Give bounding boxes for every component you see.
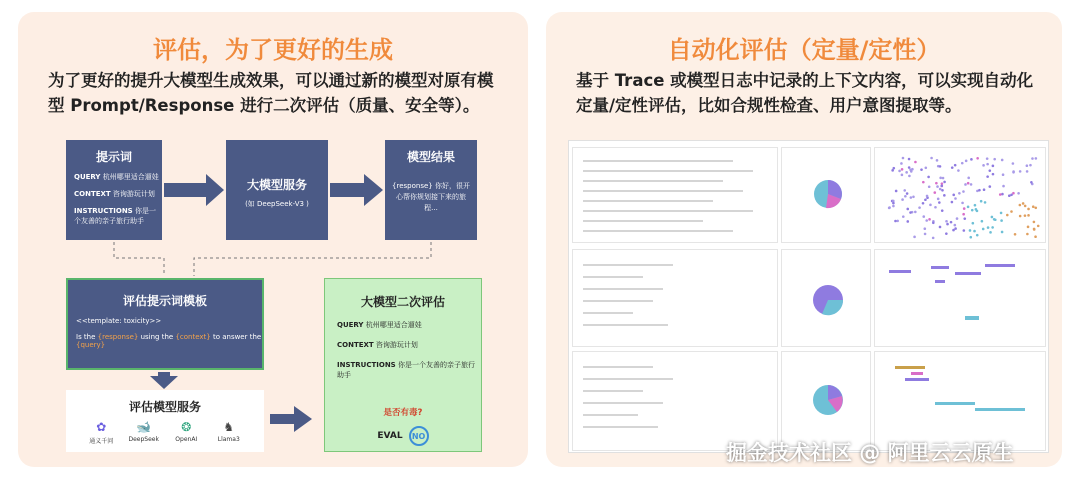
gantt-chart-1 [875,250,1046,347]
scatter-point [892,205,895,208]
scatter-point [940,184,943,187]
scatter-point [1002,173,1005,176]
instructions-label: INSTRUCTIONS [74,207,133,215]
scatter-point [974,204,977,207]
scatter-point [908,158,911,161]
scatter-point [906,208,909,211]
scatter-point [976,234,979,237]
query-label: QUERY [74,173,101,181]
scatter-point [900,162,903,165]
scatter-plot [875,148,1046,243]
arrow-prompt-to-service [164,174,224,206]
scatter-point [939,188,942,191]
eval-dashboard-screenshot [568,140,1049,453]
scatter-point [951,166,954,169]
dash-table-panel-1 [572,147,778,243]
context-value: 咨询游玩计划 [112,190,155,198]
context-label: CONTEXT [74,190,111,198]
scatter-point [972,222,975,225]
llm-service-box [226,140,328,240]
scatter-point [991,226,994,229]
logo-llama: ♞ Llama3 [209,420,249,445]
scatter-point [928,218,931,221]
scatter-point [986,163,989,166]
scatter-point [911,168,914,171]
scatter-point [1001,159,1004,162]
scatter-point [971,209,974,212]
scatter-point [994,218,997,221]
scatter-point [992,173,995,176]
scatter-point [939,165,942,168]
scatter-point [892,202,895,205]
scatter-point [967,177,970,180]
arrow-template-down [150,372,178,389]
model-result-title: 模型结果 [406,150,455,164]
scatter-point [904,195,907,198]
prompt-box [66,140,162,240]
dash-table-panel-3 [572,351,778,451]
scatter-point [1000,219,1003,222]
scatter-point [1019,170,1022,173]
scatter-point [991,216,994,219]
scatter-point [927,176,930,179]
dash-table-panel-2 [572,249,778,347]
eval-template-title: 评估提示词模板 [122,294,207,308]
watermark: 掘金技术社区 @ 阿里云云原生 [726,441,1014,465]
scatter-point [905,171,908,174]
scatter-point [967,206,970,209]
scatter-point [1035,157,1038,160]
scatter-point [922,181,925,184]
scatter-point [945,220,948,223]
scatter-point [992,165,995,168]
tongyi-icon: ✿ [96,420,107,434]
scatter-point [1032,205,1035,208]
scatter-point [961,202,964,205]
pie-chart-2 [782,250,871,347]
scatter-point [1027,214,1030,217]
right-title: 自动化评估（定量/定性） [667,36,941,64]
template-sentence: Is the {response} using the {context} to answer the {query} [76,333,262,349]
arrow-eval-to-result [270,406,312,432]
scatter-point [941,209,944,212]
scatter-point [1027,208,1030,211]
scatter-point [896,220,899,223]
dash-scatter-panel [874,147,1046,243]
dashed-link-result [194,242,431,276]
scatter-point [961,162,964,165]
scatter-point [902,157,905,160]
scatter-point [942,177,945,180]
scatter-point [964,183,967,186]
logo-deepseek: 🐋 DeepSeek [124,420,164,445]
scatter-point [1033,228,1036,231]
query-value: 杭州哪里适合遛娃 [102,173,159,181]
scatter-point [1034,207,1037,210]
scatter-point [920,168,923,171]
scatter-point [941,189,944,192]
scatter-point [913,236,916,239]
scatter-point [935,182,938,185]
dash-pie-panel-1 [781,147,871,243]
scatter-point [925,166,928,169]
left-description: 为了更好的提升大模型生成效果，可以通过新的模型对原有模型 Prompt/Response 进行二次评估（质量、安全等）。 [48,71,494,115]
scatter-point [989,231,992,234]
scatter-point [901,198,904,201]
scatter-point [1031,157,1034,160]
scatter-point [986,157,989,160]
scatter-point [993,158,996,161]
scatter-point [962,213,965,216]
scatter-point [1012,162,1015,165]
scatter-point [937,198,940,201]
scatter-point [898,170,901,173]
llm-service-title: 大模型服务 [246,178,307,192]
scatter-point [1026,170,1029,173]
scatter-point [938,201,941,204]
model-result-text: {response} 你好，很开心帮你规划接下来的旅程... [392,182,470,212]
dash-pie-panel-3 [781,351,871,451]
dash-gantt-panel-1 [874,249,1046,347]
model-logos [66,420,264,445]
scatter-point [999,193,1002,196]
eval-label: EVAL [377,431,403,441]
scatter-point [1024,214,1027,217]
scatter-point [1012,171,1015,174]
logo-openai: ❂ OpenAI [166,420,206,445]
scatter-point [987,226,990,229]
prompt-box-title: 提示词 [95,150,132,164]
scatter-point [934,206,937,209]
scatter-point [914,211,917,214]
deepseek-icon: 🐋 [136,420,152,434]
logo-tongyi: ✿ 通义千问 [81,420,121,445]
scatter-point [969,236,972,239]
scatter-point [932,237,935,240]
scatter-point [1014,233,1017,236]
left-title: 评估，为了更好的生成 [153,36,393,64]
scatter-point [925,219,928,222]
scatter-point [1034,235,1037,238]
scatter-point [1017,192,1020,195]
right-description: 基于 Trace 或模型日志中记录的上下文内容，可以实现自动化定量/定性评估，比如合规性检查、用户意图提取等。 [576,71,1034,115]
scatter-point [1001,231,1004,234]
scatter-point [945,232,948,235]
scatter-point [956,217,959,220]
scatter-point [933,191,936,194]
scatter-point [950,221,953,224]
scatter-point [952,229,955,232]
eval-template-box [66,278,264,370]
eval-model-service-title: 评估模型服务 [128,400,201,414]
scatter-point [909,211,912,214]
scatter-point [976,157,979,160]
scatter-point [1022,202,1025,205]
scatter-point [982,228,985,231]
scatter-point [928,185,931,188]
scatter-point [1000,212,1003,215]
dashed-link-prompt [114,242,164,276]
scatter-point [902,215,905,218]
openai-icon: ❂ [181,420,192,434]
scatter-point [954,224,957,227]
scatter-point [946,223,949,226]
scatter-point [936,159,939,162]
scatter-point [943,194,946,197]
scatter-point [1008,194,1011,197]
scatter-point [1033,221,1036,224]
scatter-point [963,217,966,220]
scatter-point [939,226,942,229]
scatter-point [954,164,957,167]
pie-chart-1 [782,148,871,243]
scatter-point [1001,193,1004,196]
scatter-point [901,174,904,177]
scatter-point [1029,164,1032,167]
scatter-point [986,175,989,178]
scatter-point [1019,204,1022,207]
model-result-box [385,140,477,240]
secondary-eval-title: 大模型二次评估 [360,295,445,309]
scatter-point [912,195,915,198]
dash-gantt-panel-2 [874,351,1046,451]
scatter-point [952,194,955,197]
scatter-point [970,158,973,161]
scatter-point [962,190,965,193]
scatter-point [910,196,913,199]
scatter-point [980,200,983,203]
scatter-point [1010,210,1013,213]
scatter-point [958,192,961,195]
scatter-point [892,167,895,170]
scatter-point [978,189,981,192]
dash-pie-panel-2 [781,249,871,347]
scatter-point [983,188,986,191]
scatter-point [1019,215,1022,218]
instructions-value: 你是一个友善的亲子旅行助手 [74,207,156,225]
scatter-point [924,198,927,201]
scatter-point [914,161,917,164]
scatter-point [922,215,925,218]
llm-service-subtitle: (如 DeepSeek-V3 ) [245,200,309,208]
scatter-point [923,227,926,230]
scatter-point [975,208,978,211]
scatter-point [943,181,946,184]
scatter-point [926,195,929,198]
scatter-point [908,175,911,178]
scatter-point [1006,214,1009,217]
scatter-point [954,197,957,200]
scatter-point [988,169,991,172]
scatter-point [1037,225,1040,228]
scatter-point [1030,181,1033,184]
scatter-point [908,166,911,169]
toxicity-question: 是否有毒? [383,408,423,418]
scatter-point [1010,194,1013,197]
scatter-point [906,192,909,195]
scatter-point [970,183,973,186]
scatter-point [1024,205,1027,208]
scatter-point [1026,233,1029,236]
scatter-point [1026,164,1029,167]
scatter-point [929,204,932,207]
scatter-point [1027,226,1030,229]
scatter-point [906,220,909,223]
scatter-point [982,164,985,167]
scatter-point [984,201,987,204]
scatter-point [1002,185,1005,188]
scatter-point [954,227,957,230]
scatter-point [965,160,968,163]
scatter-point [969,229,972,232]
scatter-point [981,220,984,223]
scatter-point [951,201,954,204]
scatter-point [936,185,939,188]
eval-model-service-box [66,390,264,452]
scatter-point [957,169,960,172]
scatter-point [988,185,991,188]
scatter-point [932,221,935,224]
scatter-point [967,182,970,185]
llama-icon: ♞ [223,420,235,434]
scatter-point [903,189,906,192]
scatter-point [963,229,966,232]
arrow-service-to-result [330,174,383,206]
eval-result-row [325,426,481,446]
scatter-point [930,157,933,160]
template-tag: <<template: toxicity>> [76,317,162,325]
scatter-point [973,230,976,233]
scatter-point [963,207,966,210]
eval-result-badge: NO [409,426,429,446]
secondary-eval-box: 大模型二次评估 QUERY 杭州哪里适合遛娃 CONTEXT 咨询游玩计划 INSTRUCTIONS 你是一个友善的亲子旅行助手 是否有毒? EVAL NO [324,278,482,452]
scatter-point [922,202,925,205]
scatter-point [901,168,904,171]
scatter-point [924,233,927,236]
scatter-point [918,206,921,209]
scatter-point [895,190,898,193]
scatter-point [939,177,942,180]
scatter-point [888,206,891,209]
